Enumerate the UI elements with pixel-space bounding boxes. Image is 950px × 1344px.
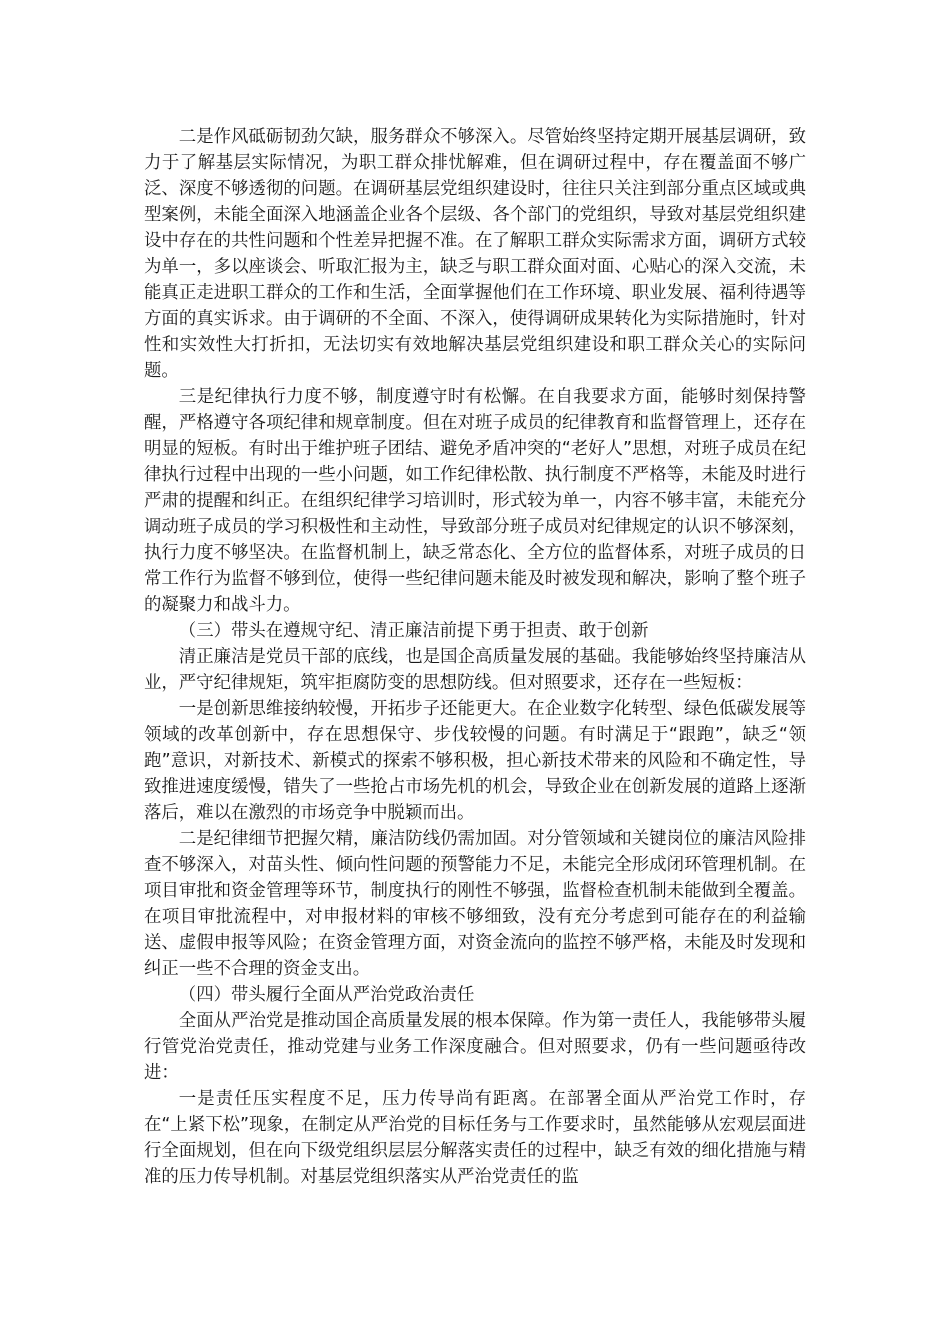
paragraph-section-4-intro: 全面从严治党是推动国企高质量发展的根本保障。作为第一责任人，我能够带头履行管党治党责任，推动党建与业务工作深度融合。但对照要求，仍有一些问题亟待改进： [144,1011,806,1083]
paragraph-section-3-issue-2: 二是纪律细节把握欠精，廉洁防线仍需加固。对分管领域和关键岗位的廉洁风险排查不够深入，对苗头性、倾向性问题的预警能力不足，未能完全形成闭环管理机制。在项目审批和资金管理等环节，制度执行的刚性不够强，监督检查机制未能做到全覆盖。在项目审批流程中，对申报材料的审核不够细致，没有充分考虑到可能存在的利益输送、虚假申报等风险；在资金管理方面，对资金流向的监控不够严格，未能及时发现和纠正一些不合理的资金支出。 [144,829,806,979]
paragraph-section-3-issue-1: 一是创新思维接纳较慢，开拓步子还能更大。在企业数字化转型、绿色低碳发展等领域的改革创新中，存在思想保守、步伐较慢的问题。有时满足于“跟跑”，缺乏“领跑”意识，对新技术、新模式的探索不够积极，担心新技术带来的风险和不确定性，导致推进速度缓慢，错失了一些抢占市场先机的机会，导致企业在创新发展的道路上逐渐落后，难以在激烈的市场竞争中脱颖而出。 [144,699,806,823]
section-heading-4: （四）带头履行全面从严治党政治责任 [178,985,475,1005]
paragraph-section-4-issue-1: 一是责任压实程度不足，压力传导尚有距离。在部署全面从严治党工作时，存在“上紧下松”现象，在制定从严治党的目标任务与工作要求时，虽然能够从宏观层面进行全面规划，但在向下级党组织层层分解落实责任的过程中，缺乏有效的细化措施与精准的压力传导机制。对基层党组织落实从严治党责任的监 [144,1089,806,1187]
paragraph-section-3-intro: 清正廉洁是党员干部的底线，也是国企高质量发展的基础。我能够始终坚持廉洁从业，严守纪律规矩，筑牢拒腐防变的思想防线。但对照要求，还存在一些短板： [144,647,806,693]
paragraph-style-issue-3: 三是纪律执行力度不够，制度遵守时有松懈。在自我要求方面，能够时刻保持警醒，严格遵守各项纪律和规章制度。但在对班子成员的纪律教育和监督管理上，还存在明显的短板。有时出于维护班子团结、避免矛盾冲突的“老好人”思想，对班子成员在纪律执行过程中出现的一些小问题，如工作纪律松散、执行制度不严格等，未能及时进行严肃的提醒和纠正。在组织纪律学习培训时，形式较为单一，内容不够丰富，未能充分调动班子成员的学习积极性和主动性，导致部分班子成员对纪律规定的认识不够深刻，执行力度不够坚决。在监督机制上，缺乏常态化、全方位的监督体系，对班子成员的日常工作行为监督不够到位，使得一些纪律问题未能及时被发现和解决，影响了整个班子的凝聚力和战斗力。 [144,387,806,615]
paragraph-style-issue-2: 二是作风砥砺韧劲欠缺，服务群众不够深入。尽管始终坚持定期开展基层调研，致力于了解基层实际情况，为职工群众排忧解难，但在调研过程中，存在覆盖面不够广泛、深度不够透彻的问题。在调研基层党组织建设时，往往只关注到部分重点区域或典型案例，未能全面深入地涵盖企业各个层级、各个部门的党组织，导致对基层党组织建设中存在的共性问题和个性差异把握不准。在了解职工群众实际需求方面，调研方式较为单一，多以座谈会、听取汇报为主，缺乏与职工群众面对面、心贴心的深入交流，未能真正走进职工群众的工作和生活，全面掌握他们在工作环境、职业发展、福利待遇等方面的真实诉求。由于调研的不全面、不深入，使得调研成果转化为实际措施时，针对性和实效性大打折扣，无法切实有效地解决基层党组织建设和职工群众关心的实际问题。 [144,127,806,381]
document-page [144,124,806,1190]
section-heading-3: （三）带头在遵规守纪、清正廉洁前提下勇于担责、敢于创新 [178,621,649,641]
